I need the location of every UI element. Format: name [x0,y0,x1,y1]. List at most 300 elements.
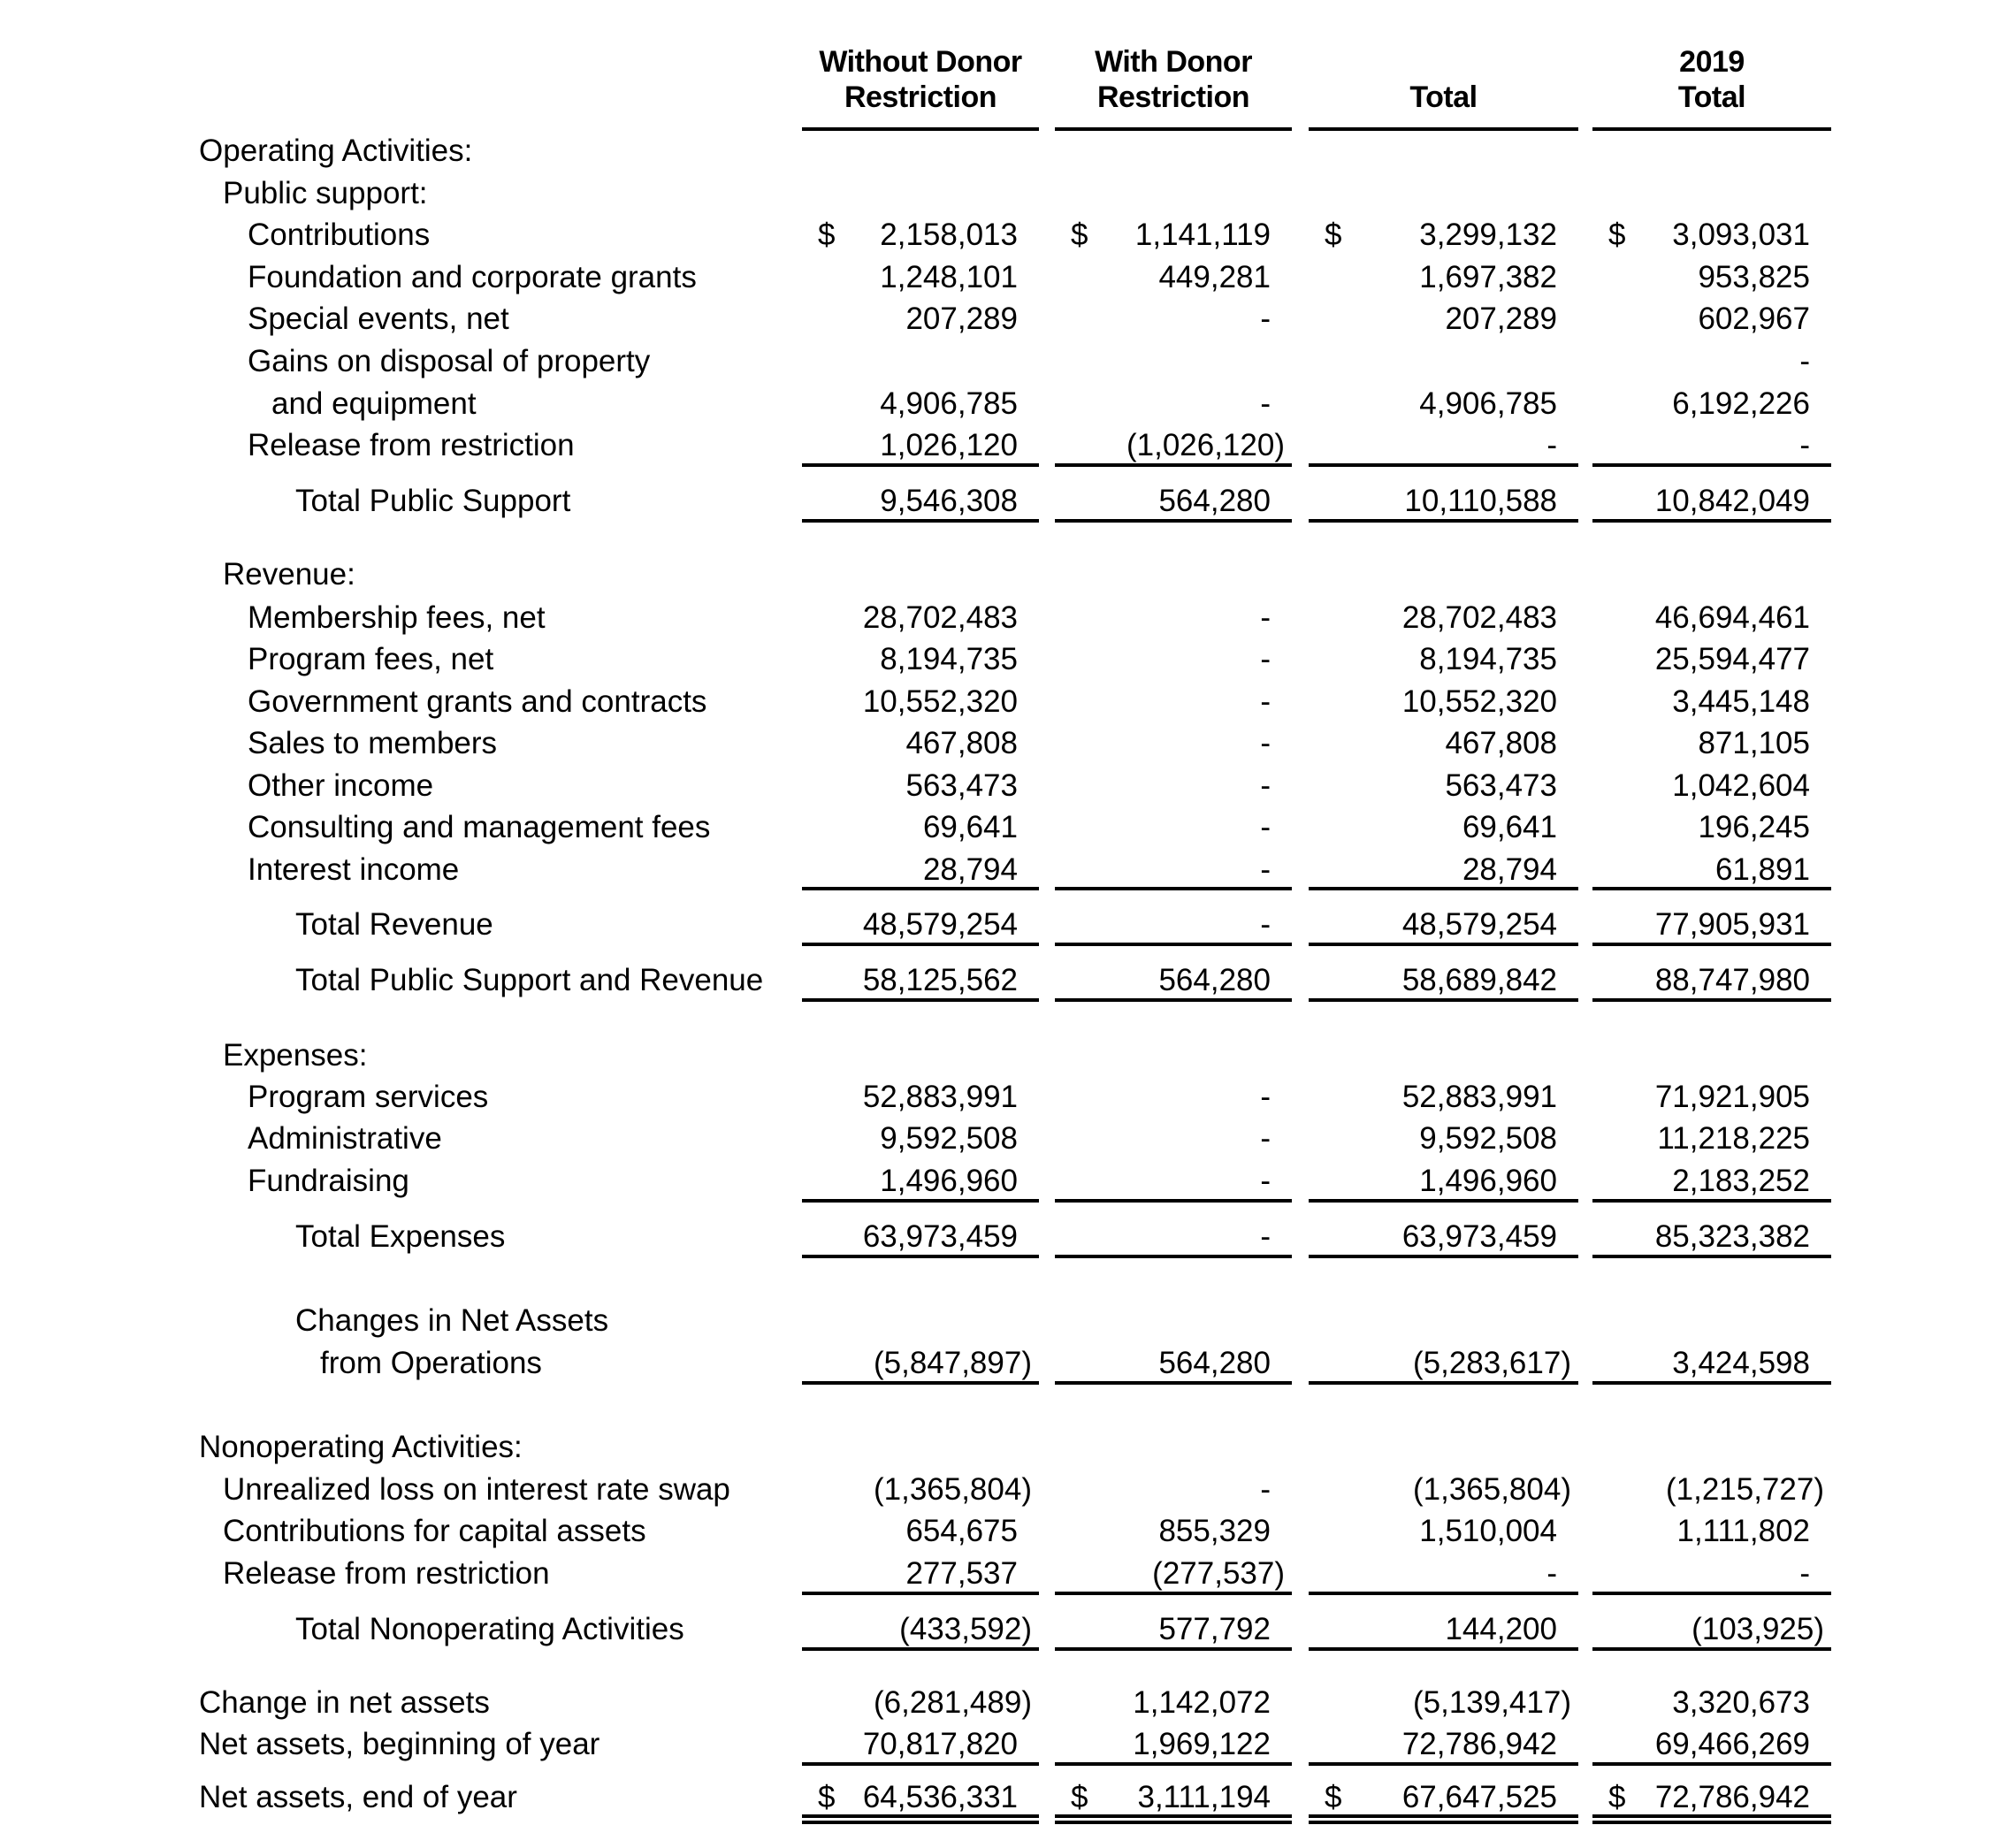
underline [1592,887,1831,890]
table-row [0,1344,2016,1383]
value-cell [1592,905,1831,944]
value-cell [1309,961,1578,1000]
underline [1055,1199,1292,1203]
value-cell [1592,724,1831,763]
value-number: 63,973,459 [1401,1219,1557,1254]
value-cell [1592,132,1831,171]
row-label: Special events, net [248,302,509,336]
currency-symbol: $ [1325,218,1342,252]
value-cell [802,724,1039,763]
value-cell [1309,599,1578,638]
value-number: 46,694,461 [1654,600,1810,635]
value-cell [1592,426,1831,465]
value-number: 654,675 [905,1514,1018,1548]
underline [802,519,1039,523]
value-cell [1055,851,1292,890]
value-cell [1592,683,1831,722]
value-cell [1055,1036,1292,1075]
value-cell [1309,482,1578,521]
underline [1309,1762,1578,1766]
value-number: 449,281 [1158,260,1271,294]
value-number: 1,141,119 [1134,218,1271,252]
value-cell [1592,1078,1831,1117]
value-cell [1592,1512,1831,1551]
value-cell [802,1428,1039,1467]
value-cell [1055,258,1292,297]
value-cell [1592,482,1831,521]
value-cell [1309,342,1578,381]
value-number: 69,641 [922,810,1018,844]
currency-symbol: $ [818,218,836,252]
value-number: - [1546,428,1557,462]
underline [1592,1647,1831,1651]
row-label: and equipment [271,386,477,421]
value-number: 4,906,785 [880,386,1018,421]
value-cell [1309,1428,1578,1467]
row-label: Unrealized loss on interest rate swap [223,1472,730,1507]
header-underline [802,127,1039,131]
value-number: 8,194,735 [880,642,1018,676]
value-cell [1055,1344,1292,1383]
value-number: 1,496,960 [880,1164,1018,1198]
value-number: 8,194,735 [1419,642,1557,676]
value-number: 855,329 [1158,1514,1271,1548]
value-cell [802,555,1039,594]
value-cell [802,1778,1039,1817]
underline [1055,1762,1292,1766]
value-number: 71,921,905 [1654,1080,1810,1114]
table-row [0,1778,2016,1817]
value-number: 67,647,525 [1401,1780,1557,1814]
value-number: 1,248,101 [880,260,1018,294]
header-line-2: Total [1677,80,1746,114]
value-cell [802,1610,1039,1649]
value-number: 28,702,483 [1401,600,1557,635]
value-cell [1055,555,1292,594]
value-cell [1055,724,1292,763]
value-cell [1592,1610,1831,1649]
value-number: - [1546,1556,1557,1591]
table-row [0,174,2016,213]
value-number: 69,641 [1462,810,1557,844]
value-cell [802,851,1039,890]
value-number: - [1260,386,1271,421]
value-number: - [1260,1121,1271,1156]
value-cell [1055,599,1292,638]
underline [1592,1381,1831,1385]
value-cell [802,385,1039,424]
value-cell [1592,851,1831,890]
value-number: 3,111,194 [1137,1780,1271,1814]
value-number: 10,110,588 [1404,484,1557,518]
value-number: 6,192,226 [1672,386,1810,421]
value-cell [802,1218,1039,1256]
underline [1592,519,1831,523]
value-cell [802,342,1039,381]
value-cell [1592,216,1831,255]
value-cell [1055,342,1292,381]
value-number: - [1799,1556,1810,1591]
value-cell [802,1302,1039,1340]
value-number: - [1260,302,1271,336]
row-label: Total Expenses [295,1219,506,1254]
header-line-1: With Donor [1095,45,1252,79]
value-cell [802,683,1039,722]
table-row [0,1725,2016,1764]
underline [1055,519,1292,523]
value-number: (1,365,804) [873,1472,1032,1507]
value-number: (1,215,727) [1665,1472,1824,1507]
underline [1309,463,1578,467]
table-row [0,1684,2016,1722]
value-number: - [1260,1219,1271,1254]
header-with-donor-restriction [1055,44,1292,115]
currency-symbol: $ [1608,1780,1626,1814]
value-cell [1055,683,1292,722]
value-cell [802,426,1039,465]
value-number: 467,808 [1445,726,1557,760]
value-cell [1592,640,1831,679]
value-cell [1055,640,1292,679]
value-number: 3,424,598 [1672,1346,1810,1380]
value-cell [1309,1218,1578,1256]
value-cell [1592,1119,1831,1158]
row-label: from Operations [320,1346,542,1380]
underline [1309,1592,1578,1595]
value-cell [1055,1078,1292,1117]
row-label: Foundation and corporate grants [248,260,697,294]
value-cell [1309,174,1578,213]
value-cell [1055,174,1292,213]
value-number: 1,111,802 [1676,1514,1810,1548]
value-number: 3,093,031 [1672,218,1810,252]
value-cell [802,1119,1039,1158]
value-cell [1592,258,1831,297]
value-cell [1055,961,1292,1000]
row-label: Program services [248,1080,489,1114]
row-label: Nonoperating Activities: [199,1430,523,1464]
value-number: 48,579,254 [1401,907,1557,942]
currency-symbol: $ [1608,218,1626,252]
table-row [0,1036,2016,1075]
value-number: - [1260,684,1271,719]
value-cell [802,1512,1039,1551]
value-cell [802,640,1039,679]
value-number: 564,280 [1158,963,1271,997]
row-label: Total Public Support [295,484,571,518]
table-row [0,342,2016,381]
value-number: - [1260,600,1271,635]
value-number: 3,299,132 [1419,218,1557,252]
value-number: 563,473 [1445,768,1557,803]
value-number: 3,320,673 [1672,1685,1810,1720]
value-cell [1309,1684,1578,1722]
row-label: Release from restriction [223,1556,550,1591]
value-cell [802,1162,1039,1201]
value-number: 69,466,269 [1654,1727,1810,1761]
value-number: 564,280 [1158,484,1271,518]
value-cell [1309,426,1578,465]
underline [1055,1381,1292,1385]
value-cell [1309,905,1578,944]
row-label: Expenses: [223,1038,368,1073]
underline [1592,1762,1831,1766]
value-number: 277,537 [905,1556,1018,1591]
value-number: 2,183,252 [1672,1164,1810,1198]
value-cell [1592,1470,1831,1509]
header-without-donor-restriction [802,44,1039,115]
row-label: Government grants and contracts [248,684,707,719]
underline [1592,463,1831,467]
value-number: 577,792 [1158,1612,1271,1646]
value-number: 602,967 [1698,302,1810,336]
underline [1309,1381,1578,1385]
value-number: 70,817,820 [862,1727,1018,1761]
currency-symbol: $ [1071,218,1088,252]
row-label: Release from restriction [248,428,575,462]
currency-symbol: $ [1325,1780,1342,1814]
table-row [0,683,2016,722]
header-total [1309,44,1578,115]
value-cell [1592,961,1831,1000]
row-label: Gains on disposal of property [248,344,651,378]
table-row [0,961,2016,1000]
value-number: 1,969,122 [1133,1727,1271,1761]
table-row [0,1470,2016,1509]
value-cell [1309,1036,1578,1075]
value-number: 4,906,785 [1419,386,1557,421]
row-label: Total Revenue [295,907,493,942]
value-number: 563,473 [905,768,1018,803]
row-label: Fundraising [248,1164,409,1198]
table-row [0,905,2016,944]
value-number: - [1260,768,1271,803]
table-row [0,482,2016,521]
value-cell [1592,1428,1831,1467]
value-cell [1309,808,1578,847]
header-line-2: Restriction [1096,80,1250,114]
value-cell [1055,1610,1292,1649]
underline [802,463,1039,467]
value-number: - [1799,344,1810,378]
value-number: 1,142,072 [1133,1685,1271,1720]
value-cell [1592,300,1831,339]
underline [1055,463,1292,467]
table-row [0,258,2016,297]
row-label: Program fees, net [248,642,494,676]
row-label: Net assets, beginning of year [199,1727,600,1761]
value-number: 72,786,942 [1654,1780,1810,1814]
underline [1055,1592,1292,1595]
row-label: Total Public Support and Revenue [295,963,764,997]
value-cell [1055,1512,1292,1551]
value-number: 61,891 [1714,852,1810,887]
value-cell [1309,724,1578,763]
value-cell [1055,808,1292,847]
underline [1309,1647,1578,1651]
table-row [0,640,2016,679]
value-cell [802,961,1039,1000]
value-cell [1309,300,1578,339]
value-cell [1309,216,1578,255]
value-cell [802,1078,1039,1117]
currency-symbol: $ [1071,1780,1088,1814]
header-line-1: 2019 [1679,45,1745,79]
value-cell [1055,1725,1292,1764]
value-cell [1055,1684,1292,1722]
value-number: 28,702,483 [862,600,1018,635]
value-number: 11,218,225 [1657,1121,1810,1156]
value-number: 1,042,604 [1672,768,1810,803]
header-line-1 [1309,44,1578,80]
value-cell [1055,132,1292,171]
value-cell [1055,767,1292,806]
header-line-2: Restriction [844,80,997,114]
value-number: (6,281,489) [873,1685,1032,1720]
value-number: 953,825 [1698,260,1810,294]
value-cell [1055,385,1292,424]
value-cell [1592,1036,1831,1075]
value-number: - [1260,1164,1271,1198]
row-label: Other income [248,768,434,803]
value-number: 1,496,960 [1419,1164,1557,1198]
value-cell [1592,1684,1831,1722]
table-row [0,1078,2016,1117]
row-label: Operating Activities: [199,134,473,168]
row-label: Sales to members [248,726,498,760]
value-cell [1592,1218,1831,1256]
row-label: Contributions [248,218,431,252]
underline [802,1255,1039,1258]
value-number: - [1799,428,1810,462]
table-row [0,1512,2016,1551]
value-cell [1309,258,1578,297]
value-cell [1309,1554,1578,1593]
value-cell [802,216,1039,255]
value-number: 10,842,049 [1654,484,1810,518]
value-cell [1055,426,1292,465]
header-line-1: Without Donor [819,45,1022,79]
table-row [0,1218,2016,1256]
table-row [0,1428,2016,1467]
value-number: 207,289 [1445,302,1557,336]
table-row [0,300,2016,339]
value-number: 9,592,508 [880,1121,1018,1156]
value-cell [1309,1512,1578,1551]
underline [802,1199,1039,1203]
value-cell [802,808,1039,847]
value-cell [1592,1554,1831,1593]
table-row [0,1554,2016,1593]
table-row [0,555,2016,594]
value-cell [1055,1302,1292,1340]
row-label: Membership fees, net [248,600,546,635]
value-number: 3,445,148 [1672,684,1810,719]
table-row [0,767,2016,806]
value-cell [1309,555,1578,594]
table-row [0,724,2016,763]
value-number: 72,786,942 [1401,1727,1557,1761]
value-cell [1592,1344,1831,1383]
double-underline [1055,1814,1292,1824]
value-number: 1,510,004 [1419,1514,1557,1548]
underline [1055,998,1292,1002]
value-cell [1309,132,1578,171]
value-cell [802,132,1039,171]
value-cell [1309,1162,1578,1201]
value-cell [1309,1119,1578,1158]
value-number: 48,579,254 [862,907,1018,942]
value-cell [802,1344,1039,1383]
row-label: Contributions for capital assets [223,1514,646,1548]
value-number: (5,283,617) [1412,1346,1571,1380]
row-label: Administrative [248,1121,442,1156]
underline [1055,943,1292,946]
value-cell [1309,1470,1578,1509]
value-number: 1,026,120 [880,428,1018,462]
value-cell [1309,851,1578,890]
underline [1055,1647,1292,1651]
row-label: Interest income [248,852,460,887]
header-2019-total [1592,44,1831,115]
currency-symbol: $ [818,1780,836,1814]
value-number: 467,808 [905,726,1018,760]
underline [802,887,1039,890]
table-row [0,1119,2016,1158]
value-cell [802,258,1039,297]
row-label: Revenue: [223,557,355,592]
table-row [0,1302,2016,1340]
value-cell [1592,174,1831,213]
underline [1592,1592,1831,1595]
value-number: 2,158,013 [880,218,1018,252]
value-number: 207,289 [905,302,1018,336]
value-number: (103,925) [1691,1612,1824,1646]
table-row [0,599,2016,638]
value-cell [1592,1725,1831,1764]
value-number: (277,537) [1152,1556,1285,1591]
row-label: Consulting and management fees [248,810,711,844]
header-underline [1309,127,1578,131]
value-cell [1055,905,1292,944]
row-label: Total Nonoperating Activities [295,1612,684,1646]
row-label: Changes in Net Assets [295,1303,609,1338]
value-cell [1055,1162,1292,1201]
underline [1592,943,1831,946]
table-row [0,385,2016,424]
row-label: Change in net assets [199,1685,490,1720]
value-cell [802,300,1039,339]
value-number: 64,536,331 [862,1780,1018,1814]
value-cell [802,1684,1039,1722]
table-row [0,216,2016,255]
value-cell [1309,640,1578,679]
underline [802,1381,1039,1385]
double-underline [1309,1814,1578,1824]
value-number: - [1260,852,1271,887]
value-number: - [1260,726,1271,760]
value-number: 52,883,991 [862,1080,1018,1114]
value-number: - [1260,642,1271,676]
double-underline [802,1814,1039,1824]
double-underline [1592,1814,1831,1824]
underline [1309,1199,1578,1203]
value-number: 88,747,980 [1654,963,1810,997]
underline [1592,998,1831,1002]
underline [1055,887,1292,890]
table-row [0,426,2016,465]
value-number: (1,365,804) [1412,1472,1571,1507]
